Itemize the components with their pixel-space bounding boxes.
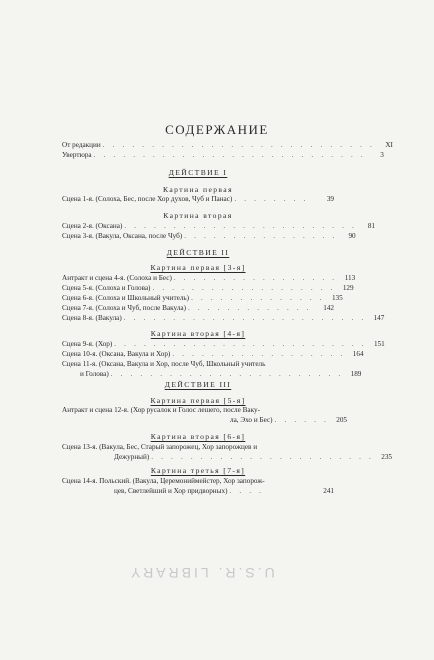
- scene-heading: Картина первая: [163, 185, 233, 194]
- entry-page: 3: [380, 151, 384, 159]
- entry-page: 235: [381, 453, 392, 461]
- scene-heading: Картина вторая: [163, 211, 233, 220]
- toc-entry-continued[interactable]: [62, 370, 362, 379]
- entry-title: Сцена 3-я. (Вакула, Оксана, после Чуб): [62, 232, 183, 240]
- toc-entry[interactable]: [62, 304, 334, 313]
- scene-heading: Картина вторая [4-я]: [150, 329, 246, 338]
- entry-title: Антракт и сцена 12-я. (Хор русалок и Голос лешего, после Ваку-: [62, 406, 260, 414]
- toc-entry[interactable]: [62, 443, 334, 452]
- entry-page: 129: [342, 284, 354, 292]
- dot-leader: . . . . . . . . . . . . . . . . . . . . . . . . . .: [114, 340, 367, 348]
- dot-leader: . . . . . . . . . . . . . . . .: [184, 232, 338, 240]
- entry-title: Сцена 2-я. (Оксана): [62, 222, 123, 230]
- entry-page: 135: [331, 294, 343, 302]
- entry-page: 164: [352, 350, 364, 358]
- entry-title: Сцена 10-я. (Оксана, Вакула и Хор): [62, 350, 171, 358]
- entry-title: Сцена 11-я. (Оксана, Вакула и Хор, после Чуб, Школьный учитель: [62, 360, 266, 368]
- toc-entry[interactable]: [62, 350, 364, 359]
- entry-page: 241: [323, 487, 334, 495]
- dot-leader: . . . . . . . . . . . . . . . . . .: [172, 350, 346, 358]
- toc-entry-continued[interactable]: [62, 416, 348, 425]
- entry-title: Антракт и сцена 4-я. (Солоха и Бес): [62, 274, 172, 282]
- toc-entry[interactable]: [62, 222, 376, 231]
- toc-entry[interactable]: [62, 141, 393, 150]
- entry-title: Сцена 7-я. (Солоха и Чуб, после Вакула): [62, 304, 186, 312]
- entry-title: Увертюра: [62, 151, 92, 159]
- dot-leader: . . . . . . . . . . . . . . . . . . . . . . . . . . . .: [93, 151, 366, 159]
- dot-leader: . . . .: [229, 487, 265, 495]
- dot-leader: . . . . . . . . . . . . . . . . . . . . . . . .: [124, 222, 358, 230]
- entry-title: От редакции: [62, 141, 101, 149]
- entry-title: Сцена 5-я. (Солоха и Голова): [62, 284, 151, 292]
- entry-page: 205: [336, 416, 348, 424]
- dot-leader: . . . . . . . . . . . . . . . . . . .: [152, 284, 336, 292]
- dot-leader: . . . . . . . .: [234, 195, 309, 203]
- toc-entry[interactable]: [62, 232, 356, 241]
- dot-leader: . . . . . . . . . . . . . . . . . . . . . . . . . . . .: [102, 141, 375, 149]
- page-title: СОДЕРЖАНИЕ: [165, 122, 269, 137]
- toc-entry[interactable]: [62, 340, 385, 349]
- act-heading: ДЕЙСТВИЕ II: [166, 248, 230, 257]
- entry-title-continued: ла, Эхо и Бес): [230, 416, 273, 424]
- scene-heading: Картина третья [7-я]: [150, 466, 246, 475]
- library-stamp: U.S.R. LIBRARY: [128, 565, 275, 581]
- dot-leader: . . . . . . . . . . . . . . . . . . . . . . . .: [110, 370, 344, 378]
- toc-entry[interactable]: [62, 314, 385, 323]
- toc-entry-continued[interactable]: [62, 487, 334, 496]
- scene-heading: Картина первая [5-я]: [150, 396, 246, 405]
- entry-title: Сцена 14-я. Польский. (Вакула, Церемониймейстер, Хор запорож-: [62, 477, 265, 485]
- entry-title-continued: цев, Светлейший и Хор придворных): [114, 487, 228, 495]
- toc-entry[interactable]: [62, 294, 343, 303]
- entry-page: 189: [350, 370, 362, 378]
- dot-leader: . . . . . . . . . . . . .: [188, 304, 312, 312]
- scene-heading: Картина первая [3-я]: [150, 263, 246, 272]
- entry-page: 113: [344, 274, 356, 282]
- entry-title-continued: Дежурный): [114, 453, 150, 461]
- dot-leader: . . . . . .: [274, 416, 330, 424]
- entry-page: 39: [326, 195, 334, 203]
- dot-leader: . . . . . . . . . . . . . . . . . . . . . . . . .: [123, 314, 367, 322]
- entry-page: 90: [348, 232, 356, 240]
- entry-page: 81: [367, 222, 376, 230]
- scene-heading: Картина вторая [6-я]: [150, 432, 246, 441]
- toc-entry[interactable]: [62, 406, 334, 415]
- dot-leader: . . . . . . . . . . . . . . . . . . . . . . .: [151, 453, 374, 461]
- toc-entry[interactable]: [62, 274, 356, 283]
- entry-page: XI: [385, 141, 393, 149]
- entry-title: Сцена 8-я. (Вакула): [62, 314, 122, 322]
- toc-entry[interactable]: [62, 151, 384, 160]
- entry-title: Сцена 6-я. (Солоха и Школьный учитель): [62, 294, 190, 302]
- dot-leader: . . . . . . . . . . . . . .: [191, 294, 325, 302]
- entry-page: 147: [373, 314, 385, 322]
- toc-entry[interactable]: [62, 360, 334, 369]
- entry-page: 151: [373, 340, 385, 348]
- entry-title: Сцена 13-я. (Вакула, Бес, Старый запорожец, Хор запорожцев и: [62, 443, 258, 451]
- act-heading: ДЕЙСТВИЕ I: [168, 168, 228, 177]
- entry-title-continued: и Голова): [80, 370, 109, 378]
- entry-title: Сцена 9-я. (Хор): [62, 340, 113, 348]
- entry-title: Сцена 1-я. (Солоха, Бес, после Хор духов, Чуб и Панас): [62, 195, 233, 203]
- entry-page: 142: [323, 304, 334, 312]
- toc-entry[interactable]: [62, 477, 334, 486]
- dot-leader: . . . . . . . . . . . . . . . . .: [173, 274, 338, 282]
- toc-entry[interactable]: [62, 195, 334, 204]
- toc-entry[interactable]: [62, 284, 354, 293]
- toc-entry-continued[interactable]: [62, 453, 392, 462]
- act-heading: ДЕЙСТВИЕ III: [164, 380, 232, 389]
